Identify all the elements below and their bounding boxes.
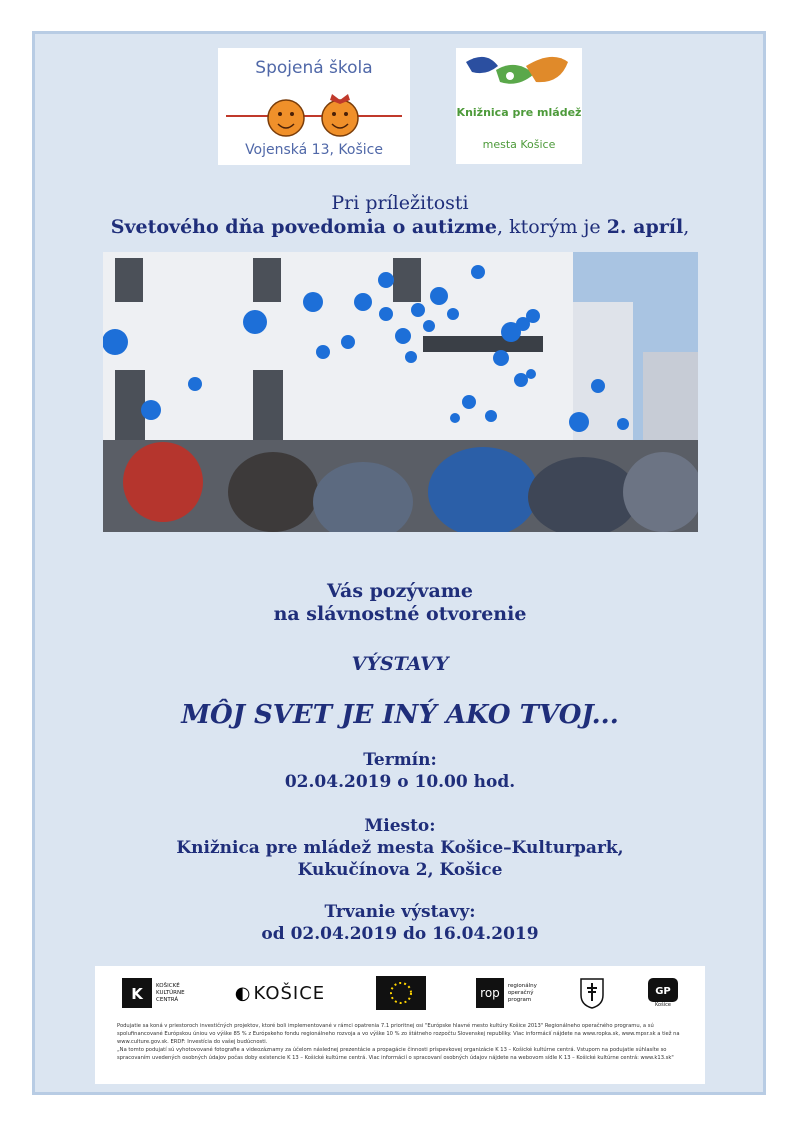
svg-text:GP: GP (655, 986, 671, 997)
library-logo (456, 48, 582, 164)
gp-logo (643, 976, 683, 1010)
kosice-mark-icon: ◐ (234, 982, 251, 1004)
rop-text: regionálny operačný program (507, 982, 537, 1003)
kosice-text: KOŠICE (253, 982, 326, 1004)
intro-occasion (40, 216, 760, 238)
gp-icon (648, 978, 678, 1002)
photo-consent-text: „Na tomto podujatí sú vyhotovované fotografie a videozáznamy za účelom následnej prezentácie a propagácie činnosti príspevkovej organizácie K 13 – Košické kultúrne centrá. Vstupom na podujatie súhlasíte so spracovaním uvedených osobných údajov počas doby existencie K 13 – Košické kultúrne centrá. Viac informácií o spracovaní osobných údajov nájdete na webovom sídle K 13 – Košické kultúrne centrá: www.k13.sk" (117, 1047, 674, 1061)
eu-flag-icon (376, 976, 426, 1010)
k13-logo (119, 976, 199, 1010)
funding-disclaimer (117, 1022, 687, 1062)
invite-line1: Vás pozývame (327, 580, 473, 602)
school-logo-name: Spojená škola (255, 58, 373, 78)
library-logo-name: Knižnica pre mládež (456, 106, 582, 119)
occasion-date: 2. apríl (606, 216, 684, 238)
event-photo (103, 252, 698, 532)
sponsors-panel (95, 966, 705, 1084)
duration-label: Trvanie výstavy: (324, 902, 476, 922)
place-line1: Knižnica pre mládež mesta Košice–Kulturpark, (176, 838, 624, 858)
rop-logo (471, 976, 551, 1010)
school-logo-address: Vojenská 13, Košice (245, 142, 383, 158)
library-logo-city: mesta Košice (482, 138, 556, 151)
rop-mark: rop (476, 978, 504, 1008)
occasion-name: Svetového dňa povedomia o autizme (110, 216, 497, 238)
occasion-end: , (683, 216, 690, 238)
term-label: Termín: (363, 750, 437, 770)
funding-text: Podujatie sa koná v priestoroch investičných projektov, ktoré boli implementované v rámci opatrenia 7.1 prioritnej osi "Európske hlavné mesto kultúry Košice 2013" Regionálneho operačného programu, a sú spolufinancované Európskou úniou vo výške 85 % z Európskeho fondu regionálneho rozvoja a vo výške 10 % zo štátneho rozpočtu Slovenskej republiky. Viac informácií nájdete na www.ropka.sk, www.mpsr.sk a tiež na www.culture.gov.sk. ERDF: Investícia do vašej budúcnosti. (117, 1023, 680, 1045)
exhibition-title: MÔJ SVET JE INÝ AKO TVOJ... (181, 700, 619, 730)
gp-text: Košice (655, 1002, 671, 1008)
kosice-logo (225, 976, 335, 1010)
term-value: 02.04.2019 o 10.00 hod. (284, 772, 516, 792)
k13-icon (122, 978, 152, 1008)
coat-of-arms-icon (579, 977, 605, 1009)
place-label: Miesto: (364, 816, 436, 836)
exhibition-label: VÝSTAVY (351, 653, 449, 675)
place-line2: Kukučínova 2, Košice (297, 860, 503, 880)
k13-text: KOŠICKÉ KULTÚRNE CENTRÁ (156, 982, 185, 1003)
school-logo (218, 48, 410, 165)
duration-value: od 02.04.2019 do 16.04.2019 (261, 924, 539, 944)
occasion-connector: , ktorým je (496, 216, 607, 238)
library-bird-icon (456, 48, 582, 108)
invite-line2: na slávnostné otvorenie (273, 603, 527, 625)
svg-text:K: K (131, 985, 143, 1003)
intro-line: Pri príležitosti (331, 192, 469, 214)
slovak-coat-logo (577, 976, 607, 1010)
eu-flag-logo (375, 976, 427, 1010)
